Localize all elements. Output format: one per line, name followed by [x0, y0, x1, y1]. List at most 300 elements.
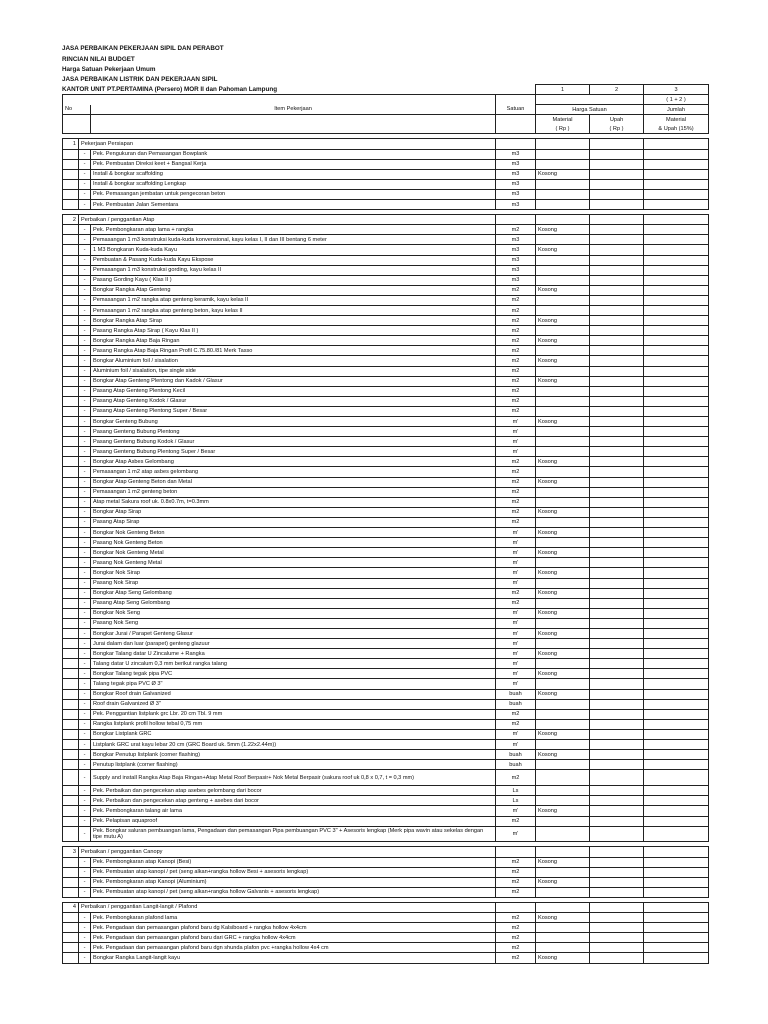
item-material: [536, 467, 590, 477]
row-number-cell: [63, 639, 79, 649]
item-material: [536, 305, 590, 315]
row-number-cell: [63, 189, 79, 199]
table-row: [63, 558, 709, 568]
header-row-sub2: [63, 124, 709, 134]
item-upah: [590, 336, 644, 346]
row-dash: -: [79, 316, 91, 326]
section-row: [63, 215, 709, 225]
row-number-cell: [63, 877, 79, 887]
item-material: Kosong: [536, 528, 590, 538]
item-material: Kosong: [536, 608, 590, 618]
table-row: [63, 225, 709, 235]
item-upah: [590, 417, 644, 427]
item-material: Kosong: [536, 588, 590, 598]
item-jumlah: [644, 417, 709, 427]
table-row: [63, 356, 709, 366]
item-satuan: m3: [496, 245, 536, 255]
item-jumlah: [644, 816, 709, 826]
table-row: [63, 867, 709, 877]
table-row: [63, 709, 709, 719]
row-number-cell: [63, 740, 79, 750]
item-jumlah: [644, 386, 709, 396]
item-upah: [590, 497, 644, 507]
item-material: [536, 796, 590, 806]
row-dash: -: [79, 913, 91, 923]
item-upah: [590, 326, 644, 336]
satuan-cell: [496, 139, 536, 149]
item-satuan: m2: [496, 326, 536, 336]
item-material: [536, 709, 590, 719]
item-jumlah: [644, 169, 709, 179]
item-upah: [590, 548, 644, 558]
row-number-cell: [63, 376, 79, 386]
section-number: 4: [63, 902, 79, 912]
section-row: [63, 847, 709, 857]
item-description: Pek. Penggantian listplank grc Lbr. 20 cm Tbl. 9 mm: [91, 709, 496, 719]
item-material: [536, 639, 590, 649]
item-jumlah: [644, 356, 709, 366]
row-dash: -: [79, 568, 91, 578]
item-description: Atap metal Sakura roof uk. 0.8x0.7m, t=0.3mm: [91, 497, 496, 507]
table-row: [63, 729, 709, 739]
item-description: 1 M3 Bongkaran Kuda-kuda Kayu: [91, 245, 496, 255]
item-material: Kosong: [536, 568, 590, 578]
upah-cell: [590, 215, 644, 225]
item-upah: [590, 245, 644, 255]
satuan-cell: [496, 847, 536, 857]
row-number-cell: [63, 159, 79, 169]
table-row: [63, 396, 709, 406]
item-jumlah: [644, 598, 709, 608]
item-upah: [590, 406, 644, 416]
item-jumlah: [644, 729, 709, 739]
item-satuan: m2: [496, 719, 536, 729]
item-description: Install & bongkar scaffolding: [91, 169, 496, 179]
item-satuan: m': [496, 669, 536, 679]
item-upah: [590, 786, 644, 796]
item-description: Pek. Pengadaan dan pemasangan plafond baru dgn shunda plafon pvc +rangka hollow 4x4 cm: [91, 943, 496, 953]
table-row: [63, 608, 709, 618]
row-number-cell: [63, 285, 79, 295]
row-number-cell: [63, 245, 79, 255]
item-satuan: m': [496, 618, 536, 628]
item-jumlah: [644, 806, 709, 816]
item-jumlah: [644, 578, 709, 588]
item-satuan: m2: [496, 487, 536, 497]
item-jumlah: [644, 507, 709, 517]
item-jumlah: [644, 457, 709, 467]
row-number-cell: [63, 487, 79, 497]
upah-cell: [590, 847, 644, 857]
item-material: [536, 770, 590, 786]
item-satuan: m2: [496, 933, 536, 943]
item-material: [536, 598, 590, 608]
item-satuan: m2: [496, 953, 536, 963]
item-satuan: m': [496, 679, 536, 689]
section-number: 3: [63, 847, 79, 857]
item-material: Kosong: [536, 457, 590, 467]
col-header-satuan: Satuan: [496, 105, 536, 115]
item-description: Bongkar Listplank GRC: [91, 729, 496, 739]
item-upah: [590, 346, 644, 356]
item-upah: [590, 913, 644, 923]
item-satuan: m2: [496, 816, 536, 826]
item-satuan: m': [496, 649, 536, 659]
item-satuan: m': [496, 558, 536, 568]
item-jumlah: [644, 538, 709, 548]
item-jumlah: [644, 826, 709, 842]
table-row: [63, 285, 709, 295]
table-row: [63, 699, 709, 709]
row-number-cell: [63, 826, 79, 842]
item-jumlah: [644, 265, 709, 275]
item-upah: [590, 806, 644, 816]
table-row: [63, 376, 709, 386]
item-upah: [590, 857, 644, 867]
row-number-cell: [63, 265, 79, 275]
table-row: [63, 877, 709, 887]
row-dash: -: [79, 729, 91, 739]
row-dash: -: [79, 639, 91, 649]
item-upah: [590, 538, 644, 548]
item-jumlah: [644, 719, 709, 729]
row-number-cell: [63, 786, 79, 796]
item-jumlah: [644, 275, 709, 285]
table-row: [63, 366, 709, 376]
row-number-cell: [63, 507, 79, 517]
item-description: Bongkar Atap Genteng Plentong dan Kadok / Glasur: [91, 376, 496, 386]
item-satuan: m3: [496, 235, 536, 245]
row-number-cell: [63, 770, 79, 786]
row-dash: -: [79, 659, 91, 669]
item-material: [536, 497, 590, 507]
row-number-cell: [63, 336, 79, 346]
item-upah: [590, 639, 644, 649]
item-satuan: m2: [496, 285, 536, 295]
row-number-cell: [63, 235, 79, 245]
item-description: Aluminium foil / sisalation, tipe single side: [91, 366, 496, 376]
item-material: Kosong: [536, 477, 590, 487]
item-upah: [590, 943, 644, 953]
row-number-cell: [63, 709, 79, 719]
row-dash: -: [79, 709, 91, 719]
item-jumlah: [644, 316, 709, 326]
material-cell: [536, 902, 590, 912]
item-jumlah: [644, 740, 709, 750]
item-material: Kosong: [536, 857, 590, 867]
table-row: [63, 548, 709, 558]
item-satuan: m': [496, 740, 536, 750]
row-dash: -: [79, 346, 91, 356]
item-description: Pek. Pengadaan dan pemasangan plafond baru dg Kalsiboard + rangka hollow 4x4cm: [91, 923, 496, 933]
row-dash: -: [79, 943, 91, 953]
table-row: [63, 806, 709, 816]
row-number-cell: [63, 568, 79, 578]
table-row: [63, 265, 709, 275]
item-upah: [590, 659, 644, 669]
row-dash: -: [79, 588, 91, 598]
item-material: [536, 295, 590, 305]
item-upah: [590, 709, 644, 719]
row-number-cell: [63, 447, 79, 457]
item-satuan: m': [496, 659, 536, 669]
item-jumlah: [644, 786, 709, 796]
item-material: Kosong: [536, 356, 590, 366]
table-row: [63, 447, 709, 457]
item-satuan: m2: [496, 346, 536, 356]
item-jumlah: [644, 608, 709, 618]
item-jumlah: [644, 437, 709, 447]
item-jumlah: [644, 857, 709, 867]
row-dash: -: [79, 169, 91, 179]
table-row: [63, 887, 709, 897]
item-upah: [590, 169, 644, 179]
row-dash: -: [79, 796, 91, 806]
row-dash: -: [79, 497, 91, 507]
item-description: Pek. Bongkar saluran pembuangan lama, Pengadaan dan pemasangan Pipa pembuangan PVC 3" + Asesoris lengkap (Merk pipa wavin atau sekelas dengan tipe mutu A): [91, 826, 496, 842]
item-material: [536, 933, 590, 943]
item-jumlah: [644, 760, 709, 770]
section-number: 1: [63, 139, 79, 149]
table-row: [63, 689, 709, 699]
item-satuan: m2: [496, 376, 536, 386]
item-jumlah: [644, 679, 709, 689]
row-number-cell: [63, 467, 79, 477]
row-dash: -: [79, 406, 91, 416]
item-description: Pasang Nok Seng: [91, 618, 496, 628]
item-material: [536, 679, 590, 689]
item-jumlah: [644, 235, 709, 245]
row-dash: -: [79, 826, 91, 842]
item-description: Pasang Genteng Bubung Plentong Super / Besar: [91, 447, 496, 457]
item-upah: [590, 649, 644, 659]
item-upah: [590, 588, 644, 598]
table-row: [63, 857, 709, 867]
item-upah: [590, 953, 644, 963]
table-row: [63, 953, 709, 963]
item-jumlah: [644, 943, 709, 953]
item-upah: [590, 760, 644, 770]
item-jumlah: [644, 179, 709, 189]
row-number-cell: [63, 659, 79, 669]
item-description: Pasang Nok Sirap: [91, 578, 496, 588]
row-number-cell: [63, 796, 79, 806]
item-description: Pasang Rangka Atap Baja Ringan Profil C.75.80./81 Merk Tasso: [91, 346, 496, 356]
table-row: [63, 200, 709, 210]
item-satuan: m': [496, 826, 536, 842]
item-jumlah: [644, 770, 709, 786]
item-material: Kosong: [536, 729, 590, 739]
item-description: Bongkar Nok Genteng Beton: [91, 528, 496, 538]
table-row: [63, 750, 709, 760]
item-jumlah: [644, 326, 709, 336]
table-row: [63, 467, 709, 477]
item-material: [536, 366, 590, 376]
item-jumlah: [644, 588, 709, 598]
item-satuan: m2: [496, 316, 536, 326]
table-row: [63, 826, 709, 842]
row-dash: -: [79, 669, 91, 679]
col-header-upah-pct: & Upah (15%): [644, 124, 709, 134]
doc-title-line-4: JASA PERBAIKAN LISTRIK DAN PEKERJAAN SIPIL: [62, 76, 218, 83]
table-row: [63, 507, 709, 517]
item-material: Kosong: [536, 376, 590, 386]
item-jumlah: [644, 305, 709, 315]
item-upah: [590, 376, 644, 386]
item-jumlah: [644, 709, 709, 719]
item-jumlah: [644, 406, 709, 416]
item-upah: [590, 457, 644, 467]
item-upah: [590, 598, 644, 608]
row-number-cell: [63, 679, 79, 689]
row-dash: -: [79, 608, 91, 618]
row-number-cell: [63, 225, 79, 235]
item-description: Rangka listplank profil hollow tebal 0,75 mm: [91, 719, 496, 729]
table-row: [63, 275, 709, 285]
row-number-cell: [63, 729, 79, 739]
row-dash: -: [79, 189, 91, 199]
table-row: [63, 477, 709, 487]
item-material: [536, 659, 590, 669]
item-satuan: m3: [496, 149, 536, 159]
row-dash: -: [79, 857, 91, 867]
item-material: [536, 487, 590, 497]
item-upah: [590, 618, 644, 628]
item-material: [536, 200, 590, 210]
section-row: [63, 139, 709, 149]
item-satuan: m': [496, 806, 536, 816]
row-number-cell: [63, 806, 79, 816]
item-material: [536, 406, 590, 416]
item-upah: [590, 427, 644, 437]
item-material: Kosong: [536, 669, 590, 679]
table-row: [63, 659, 709, 669]
row-number-cell: [63, 628, 79, 638]
item-jumlah: [644, 528, 709, 538]
item-satuan: Ls: [496, 796, 536, 806]
item-upah: [590, 295, 644, 305]
item-material: Kosong: [536, 245, 590, 255]
item-satuan: m2: [496, 598, 536, 608]
item-material: [536, 538, 590, 548]
item-material: Kosong: [536, 507, 590, 517]
row-number-cell: [63, 760, 79, 770]
row-dash: -: [79, 740, 91, 750]
row-dash: -: [79, 255, 91, 265]
section-number: 2: [63, 215, 79, 225]
item-material: Kosong: [536, 336, 590, 346]
item-satuan: buah: [496, 750, 536, 760]
item-description: Pek. Perbaikan dan pengecekan atap asebes gelombang dari bocor: [91, 786, 496, 796]
item-jumlah: [644, 877, 709, 887]
item-upah: [590, 528, 644, 538]
item-description: Bongkar Penutup listplank (corner flashing): [91, 750, 496, 760]
row-number-cell: [63, 200, 79, 210]
item-jumlah: [644, 477, 709, 487]
item-description: Bongkar Talang datar U Zincalume + Rangka: [91, 649, 496, 659]
item-material: [536, 386, 590, 396]
item-description: Pasang Atap Genteng Plentong Super / Besar: [91, 406, 496, 416]
section-title: Perbaikan / penggantian Langit-langit / Plafond: [79, 902, 496, 912]
row-number-cell: [63, 689, 79, 699]
item-jumlah: [644, 447, 709, 457]
item-jumlah: [644, 255, 709, 265]
item-material: [536, 719, 590, 729]
item-satuan: m': [496, 528, 536, 538]
item-description: Bongkar Nok Sirap: [91, 568, 496, 578]
item-material: [536, 740, 590, 750]
table-row: [63, 719, 709, 729]
col-header-jumlah: Jumlah: [644, 105, 709, 115]
table-row: [63, 437, 709, 447]
item-description: Pek. Pembongkaran plafond lama: [91, 913, 496, 923]
item-upah: [590, 867, 644, 877]
item-description: Bongkar Nok Genteng Metal: [91, 548, 496, 558]
item-material: [536, 578, 590, 588]
table-row: [63, 386, 709, 396]
row-number-cell: [63, 149, 79, 159]
jumlah-cell: [644, 847, 709, 857]
item-description: Install & bongkar scaffolding Lengkap: [91, 179, 496, 189]
row-dash: -: [79, 786, 91, 796]
row-number-cell: [63, 255, 79, 265]
item-satuan: m2: [496, 923, 536, 933]
row-dash: -: [79, 295, 91, 305]
section-title: Perbaikan / penggantian Canopy: [79, 847, 496, 857]
row-dash: -: [79, 386, 91, 396]
row-dash: -: [79, 487, 91, 497]
item-description: Pasang Genteng Bubung Kodok / Glasur: [91, 437, 496, 447]
row-dash: -: [79, 953, 91, 963]
row-dash: -: [79, 649, 91, 659]
table-row: [63, 427, 709, 437]
header-row-main: [63, 105, 709, 115]
item-satuan: m2: [496, 406, 536, 416]
item-description: Bongkar Atap Seng Gelombang: [91, 588, 496, 598]
item-upah: [590, 689, 644, 699]
row-dash: -: [79, 326, 91, 336]
item-description: Bongkar Genteng Bubung: [91, 417, 496, 427]
item-description: Pasang Atap Genteng Kodok / Glasur: [91, 396, 496, 406]
item-satuan: m2: [496, 396, 536, 406]
item-description: Pasang Nok Genteng Metal: [91, 558, 496, 568]
row-dash: -: [79, 719, 91, 729]
item-jumlah: [644, 796, 709, 806]
item-satuan: buah: [496, 689, 536, 699]
item-satuan: m2: [496, 588, 536, 598]
item-upah: [590, 396, 644, 406]
item-satuan: m': [496, 417, 536, 427]
table-row: [63, 649, 709, 659]
row-number-cell: [63, 179, 79, 189]
item-satuan: m': [496, 427, 536, 437]
item-satuan: m2: [496, 709, 536, 719]
item-material: [536, 867, 590, 877]
item-upah: [590, 316, 644, 326]
item-upah: [590, 275, 644, 285]
item-upah: [590, 179, 644, 189]
row-dash: -: [79, 305, 91, 315]
table-row: [63, 770, 709, 786]
item-description: Pek. Pengadaan dan pemasangan plafond baru dari GRC + rangka hollow 4x4cm: [91, 933, 496, 943]
row-dash: -: [79, 923, 91, 933]
item-material: [536, 189, 590, 199]
item-jumlah: [644, 568, 709, 578]
item-jumlah: [644, 618, 709, 628]
table-row: [63, 169, 709, 179]
table-row: [63, 669, 709, 679]
col-formula: ( 1 + 2 ): [644, 95, 709, 105]
